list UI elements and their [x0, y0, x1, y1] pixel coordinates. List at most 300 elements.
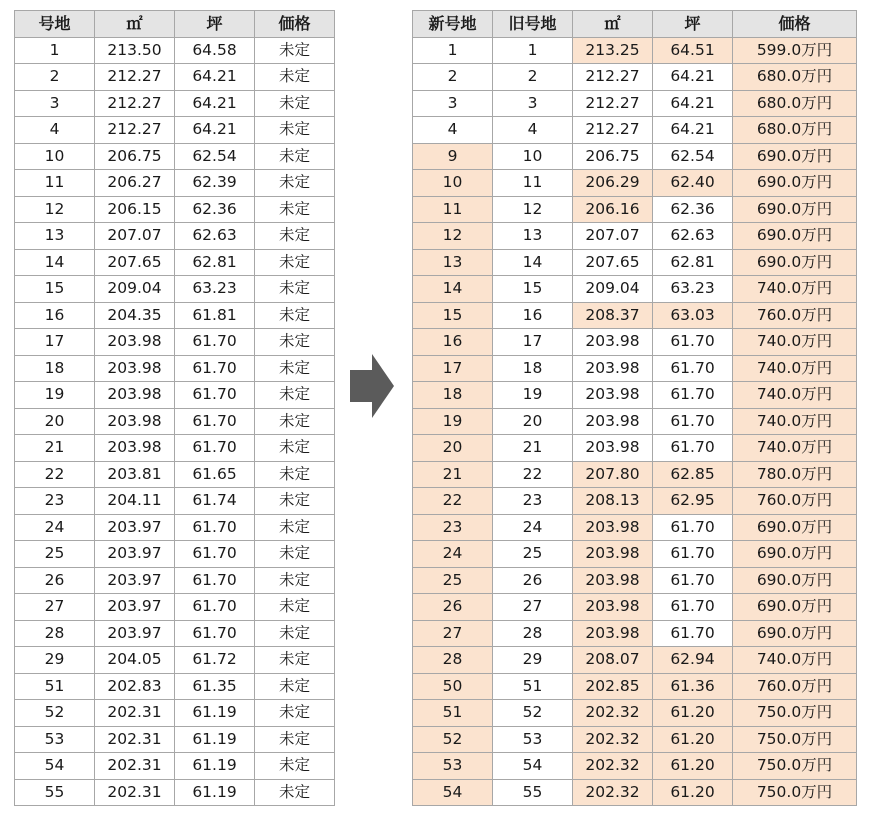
lot-number-cell: 52 [15, 700, 95, 727]
lot-number-cell: 26 [15, 567, 95, 594]
table-row [413, 673, 857, 700]
table-row [15, 276, 335, 303]
table-row [413, 435, 857, 462]
area-sqm-cell: 203.98 [573, 514, 653, 541]
table-row [15, 143, 335, 170]
old-lot-number-cell: 24 [493, 514, 573, 541]
lot-number-cell: 19 [15, 382, 95, 409]
header-area-sqm: ㎡ [573, 11, 653, 38]
price-cell: 740.0万円 [733, 329, 857, 356]
area-tsubo-cell: 62.40 [653, 170, 733, 197]
lot-number-cell: 27 [15, 594, 95, 621]
area-sqm-cell: 207.80 [573, 461, 653, 488]
lot-number-cell: 21 [15, 435, 95, 462]
area-tsubo-cell: 64.21 [175, 90, 255, 117]
new-lot-number-cell: 4 [413, 117, 493, 144]
area-sqm-cell: 209.04 [573, 276, 653, 303]
area-tsubo-cell: 64.21 [175, 117, 255, 144]
area-sqm-cell: 203.98 [95, 408, 175, 435]
area-tsubo-cell: 64.21 [653, 90, 733, 117]
area-tsubo-cell: 61.70 [653, 435, 733, 462]
table-row [413, 753, 857, 780]
area-sqm-cell: 207.65 [573, 249, 653, 276]
old-lot-number-cell: 12 [493, 196, 573, 223]
area-sqm-cell: 206.75 [573, 143, 653, 170]
area-tsubo-cell: 61.70 [653, 408, 733, 435]
price-cell: 未定 [255, 514, 335, 541]
table-row [413, 567, 857, 594]
new-lot-number-cell: 1 [413, 37, 493, 64]
lot-number-cell: 53 [15, 726, 95, 753]
area-sqm-cell: 206.16 [573, 196, 653, 223]
lot-number-cell: 20 [15, 408, 95, 435]
price-cell: 未定 [255, 779, 335, 806]
lot-number-cell: 11 [15, 170, 95, 197]
area-tsubo-cell: 63.23 [653, 276, 733, 303]
old-lot-number-cell: 16 [493, 302, 573, 329]
lot-number-cell: 29 [15, 647, 95, 674]
area-tsubo-cell: 64.21 [175, 64, 255, 91]
area-sqm-cell: 202.32 [573, 753, 653, 780]
area-tsubo-cell: 61.19 [175, 700, 255, 727]
area-sqm-cell: 213.25 [573, 37, 653, 64]
table-row [15, 461, 335, 488]
old-lot-number-cell: 19 [493, 382, 573, 409]
area-sqm-cell: 203.98 [573, 567, 653, 594]
table-row [15, 779, 335, 806]
price-cell: 未定 [255, 408, 335, 435]
lot-number-cell: 55 [15, 779, 95, 806]
table-row [413, 620, 857, 647]
header-area-sqm: ㎡ [95, 11, 175, 38]
table-row [15, 355, 335, 382]
new-lot-number-cell: 25 [413, 567, 493, 594]
price-cell: 未定 [255, 223, 335, 250]
area-sqm-cell: 212.27 [95, 64, 175, 91]
lot-number-cell: 17 [15, 329, 95, 356]
old-lot-number-cell: 3 [493, 90, 573, 117]
lot-number-cell: 2 [15, 64, 95, 91]
header-price: 価格 [255, 11, 335, 38]
area-tsubo-cell: 62.94 [653, 647, 733, 674]
new-lot-number-cell: 16 [413, 329, 493, 356]
area-tsubo-cell: 63.23 [175, 276, 255, 303]
price-cell: 740.0万円 [733, 435, 857, 462]
table-row [413, 647, 857, 674]
price-cell: 740.0万円 [733, 408, 857, 435]
header-price: 価格 [733, 11, 857, 38]
area-tsubo-cell: 64.51 [653, 37, 733, 64]
table-row [15, 408, 335, 435]
area-tsubo-cell: 61.70 [653, 567, 733, 594]
price-cell: 未定 [255, 700, 335, 727]
area-sqm-cell: 202.31 [95, 700, 175, 727]
area-sqm-cell: 208.37 [573, 302, 653, 329]
price-cell: 760.0万円 [733, 302, 857, 329]
table-row [413, 276, 857, 303]
lot-number-cell: 16 [15, 302, 95, 329]
price-cell: 740.0万円 [733, 382, 857, 409]
area-tsubo-cell: 61.70 [653, 329, 733, 356]
price-cell: 未定 [255, 461, 335, 488]
old-lot-number-cell: 4 [493, 117, 573, 144]
new-lot-number-cell: 50 [413, 673, 493, 700]
old-lot-number-cell: 14 [493, 249, 573, 276]
price-cell: 未定 [255, 355, 335, 382]
revised-lot-table-body [413, 37, 857, 806]
area-sqm-cell: 203.98 [95, 382, 175, 409]
price-cell: 未定 [255, 541, 335, 568]
area-sqm-cell: 203.97 [95, 620, 175, 647]
area-tsubo-cell: 61.20 [653, 700, 733, 727]
old-lot-number-cell: 55 [493, 779, 573, 806]
new-lot-number-cell: 3 [413, 90, 493, 117]
table-row [15, 673, 335, 700]
table-row [413, 170, 857, 197]
lot-number-cell: 15 [15, 276, 95, 303]
table-row [15, 435, 335, 462]
area-sqm-cell: 202.32 [573, 700, 653, 727]
table-row [413, 302, 857, 329]
area-tsubo-cell: 61.19 [175, 779, 255, 806]
table-row [15, 37, 335, 64]
old-lot-number-cell: 51 [493, 673, 573, 700]
area-tsubo-cell: 61.70 [175, 567, 255, 594]
new-lot-number-cell: 10 [413, 170, 493, 197]
lot-number-cell: 54 [15, 753, 95, 780]
new-lot-number-cell: 11 [413, 196, 493, 223]
lot-number-cell: 4 [15, 117, 95, 144]
old-lot-number-cell: 29 [493, 647, 573, 674]
area-sqm-cell: 212.27 [573, 90, 653, 117]
lot-number-cell: 23 [15, 488, 95, 515]
area-tsubo-cell: 61.20 [653, 726, 733, 753]
table-row [413, 700, 857, 727]
area-tsubo-cell: 62.81 [653, 249, 733, 276]
table-row [15, 700, 335, 727]
table-row [15, 594, 335, 621]
table-row [413, 594, 857, 621]
table-row [15, 647, 335, 674]
area-tsubo-cell: 63.03 [653, 302, 733, 329]
table-row [15, 64, 335, 91]
price-cell: 未定 [255, 488, 335, 515]
header-row [413, 11, 857, 38]
area-sqm-cell: 204.05 [95, 647, 175, 674]
original-lot-table [14, 10, 335, 806]
new-lot-number-cell: 17 [413, 355, 493, 382]
price-cell: 690.0万円 [733, 143, 857, 170]
old-lot-number-cell: 21 [493, 435, 573, 462]
old-lot-number-cell: 2 [493, 64, 573, 91]
area-sqm-cell: 203.98 [573, 620, 653, 647]
area-tsubo-cell: 61.74 [175, 488, 255, 515]
area-sqm-cell: 207.65 [95, 249, 175, 276]
header-row [15, 11, 335, 38]
area-tsubo-cell: 61.72 [175, 647, 255, 674]
area-sqm-cell: 207.07 [573, 223, 653, 250]
price-cell: 780.0万円 [733, 461, 857, 488]
table-row [15, 329, 335, 356]
price-cell: 未定 [255, 117, 335, 144]
table-row [15, 620, 335, 647]
table-row [15, 726, 335, 753]
price-cell: 690.0万円 [733, 594, 857, 621]
table-row [15, 117, 335, 144]
price-cell: 690.0万円 [733, 249, 857, 276]
new-lot-number-cell: 53 [413, 753, 493, 780]
area-tsubo-cell: 61.70 [175, 355, 255, 382]
price-cell: 740.0万円 [733, 355, 857, 382]
new-lot-number-cell: 54 [413, 779, 493, 806]
old-lot-number-cell: 18 [493, 355, 573, 382]
table-row [15, 753, 335, 780]
table-row [15, 170, 335, 197]
new-lot-number-cell: 13 [413, 249, 493, 276]
area-tsubo-cell: 61.70 [175, 541, 255, 568]
area-tsubo-cell: 61.70 [175, 382, 255, 409]
area-sqm-cell: 203.97 [95, 514, 175, 541]
table-row [413, 90, 857, 117]
area-sqm-cell: 203.98 [573, 594, 653, 621]
table-row [15, 541, 335, 568]
area-sqm-cell: 203.98 [95, 435, 175, 462]
area-tsubo-cell: 62.95 [653, 488, 733, 515]
old-lot-number-cell: 28 [493, 620, 573, 647]
area-tsubo-cell: 61.81 [175, 302, 255, 329]
new-lot-number-cell: 9 [413, 143, 493, 170]
new-lot-number-cell: 12 [413, 223, 493, 250]
price-cell: 690.0万円 [733, 196, 857, 223]
area-tsubo-cell: 61.70 [175, 594, 255, 621]
area-sqm-cell: 208.13 [573, 488, 653, 515]
table-row [413, 779, 857, 806]
lot-number-cell: 12 [15, 196, 95, 223]
old-lot-number-cell: 17 [493, 329, 573, 356]
area-tsubo-cell: 61.70 [653, 514, 733, 541]
area-tsubo-cell: 61.65 [175, 461, 255, 488]
old-lot-number-cell: 23 [493, 488, 573, 515]
old-lot-number-cell: 15 [493, 276, 573, 303]
new-lot-number-cell: 18 [413, 382, 493, 409]
header-old-lot-number: 旧号地 [493, 11, 573, 38]
area-tsubo-cell: 61.70 [653, 620, 733, 647]
area-sqm-cell: 202.85 [573, 673, 653, 700]
table-row [413, 514, 857, 541]
price-cell: 未定 [255, 276, 335, 303]
area-sqm-cell: 202.83 [95, 673, 175, 700]
table-row [413, 249, 857, 276]
price-cell: 680.0万円 [733, 90, 857, 117]
area-sqm-cell: 203.98 [573, 355, 653, 382]
area-sqm-cell: 213.50 [95, 37, 175, 64]
price-cell: 未定 [255, 170, 335, 197]
price-cell: 690.0万円 [733, 567, 857, 594]
old-lot-number-cell: 1 [493, 37, 573, 64]
new-lot-number-cell: 28 [413, 647, 493, 674]
area-tsubo-cell: 62.81 [175, 249, 255, 276]
area-sqm-cell: 206.27 [95, 170, 175, 197]
old-lot-number-cell: 52 [493, 700, 573, 727]
area-tsubo-cell: 61.70 [175, 514, 255, 541]
price-cell: 未定 [255, 64, 335, 91]
new-lot-number-cell: 51 [413, 700, 493, 727]
area-tsubo-cell: 64.21 [653, 64, 733, 91]
table-row [413, 37, 857, 64]
price-cell: 740.0万円 [733, 276, 857, 303]
area-sqm-cell: 203.98 [573, 329, 653, 356]
table-row [413, 64, 857, 91]
area-sqm-cell: 209.04 [95, 276, 175, 303]
new-lot-number-cell: 27 [413, 620, 493, 647]
table-row [15, 382, 335, 409]
price-cell: 未定 [255, 726, 335, 753]
area-sqm-cell: 203.98 [95, 329, 175, 356]
lot-number-cell: 13 [15, 223, 95, 250]
area-sqm-cell: 203.97 [95, 567, 175, 594]
price-cell: 750.0万円 [733, 779, 857, 806]
table-row [413, 488, 857, 515]
area-tsubo-cell: 61.35 [175, 673, 255, 700]
area-sqm-cell: 204.11 [95, 488, 175, 515]
price-cell: 750.0万円 [733, 726, 857, 753]
area-sqm-cell: 202.32 [573, 779, 653, 806]
price-cell: 760.0万円 [733, 488, 857, 515]
price-cell: 未定 [255, 620, 335, 647]
price-cell: 未定 [255, 249, 335, 276]
area-sqm-cell: 212.27 [95, 90, 175, 117]
area-tsubo-cell: 61.70 [653, 541, 733, 568]
new-lot-number-cell: 23 [413, 514, 493, 541]
area-sqm-cell: 203.98 [573, 382, 653, 409]
area-sqm-cell: 202.31 [95, 726, 175, 753]
area-sqm-cell: 203.98 [573, 541, 653, 568]
header-lot-number: 号地 [15, 11, 95, 38]
old-lot-number-cell: 10 [493, 143, 573, 170]
old-lot-number-cell: 20 [493, 408, 573, 435]
area-tsubo-cell: 62.85 [653, 461, 733, 488]
lot-number-cell: 22 [15, 461, 95, 488]
price-cell: 未定 [255, 90, 335, 117]
lot-number-cell: 1 [15, 37, 95, 64]
area-sqm-cell: 206.29 [573, 170, 653, 197]
table-row [15, 514, 335, 541]
price-cell: 未定 [255, 196, 335, 223]
price-cell: 760.0万円 [733, 673, 857, 700]
new-lot-number-cell: 15 [413, 302, 493, 329]
area-tsubo-cell: 61.70 [175, 408, 255, 435]
table-row [15, 302, 335, 329]
area-sqm-cell: 204.35 [95, 302, 175, 329]
header-new-lot-number: 新号地 [413, 11, 493, 38]
area-tsubo-cell: 61.70 [653, 382, 733, 409]
lot-number-cell: 25 [15, 541, 95, 568]
price-cell: 未定 [255, 329, 335, 356]
area-tsubo-cell: 61.20 [653, 753, 733, 780]
header-area-tsubo: 坪 [175, 11, 255, 38]
new-lot-number-cell: 52 [413, 726, 493, 753]
price-cell: 未定 [255, 594, 335, 621]
area-sqm-cell: 203.98 [573, 435, 653, 462]
old-lot-number-cell: 11 [493, 170, 573, 197]
lot-number-cell: 3 [15, 90, 95, 117]
lot-number-cell: 28 [15, 620, 95, 647]
area-sqm-cell: 212.27 [573, 64, 653, 91]
area-sqm-cell: 206.15 [95, 196, 175, 223]
price-cell: 未定 [255, 647, 335, 674]
price-cell: 690.0万円 [733, 170, 857, 197]
area-tsubo-cell: 61.20 [653, 779, 733, 806]
area-tsubo-cell: 64.21 [653, 117, 733, 144]
price-cell: 750.0万円 [733, 700, 857, 727]
area-tsubo-cell: 62.36 [653, 196, 733, 223]
area-sqm-cell: 212.27 [95, 117, 175, 144]
new-lot-number-cell: 26 [413, 594, 493, 621]
area-tsubo-cell: 61.70 [175, 620, 255, 647]
area-sqm-cell: 203.98 [95, 355, 175, 382]
price-cell: 未定 [255, 673, 335, 700]
area-tsubo-cell: 61.19 [175, 753, 255, 780]
area-sqm-cell: 206.75 [95, 143, 175, 170]
area-sqm-cell: 212.27 [573, 117, 653, 144]
price-cell: 599.0万円 [733, 37, 857, 64]
price-cell: 690.0万円 [733, 541, 857, 568]
area-tsubo-cell: 61.70 [653, 594, 733, 621]
table-row [413, 117, 857, 144]
price-cell: 未定 [255, 567, 335, 594]
area-sqm-cell: 203.98 [573, 408, 653, 435]
price-cell: 690.0万円 [733, 223, 857, 250]
price-cell: 未定 [255, 382, 335, 409]
area-tsubo-cell: 61.19 [175, 726, 255, 753]
area-tsubo-cell: 64.58 [175, 37, 255, 64]
price-cell: 未定 [255, 753, 335, 780]
table-row [413, 408, 857, 435]
table-row [413, 223, 857, 250]
table-row [15, 567, 335, 594]
area-sqm-cell: 202.31 [95, 779, 175, 806]
table-row [15, 90, 335, 117]
new-lot-number-cell: 24 [413, 541, 493, 568]
lot-number-cell: 14 [15, 249, 95, 276]
table-row [413, 541, 857, 568]
price-cell: 750.0万円 [733, 753, 857, 780]
new-lot-number-cell: 20 [413, 435, 493, 462]
area-tsubo-cell: 62.63 [175, 223, 255, 250]
area-sqm-cell: 207.07 [95, 223, 175, 250]
old-lot-number-cell: 13 [493, 223, 573, 250]
area-tsubo-cell: 61.70 [175, 329, 255, 356]
area-tsubo-cell: 61.70 [653, 355, 733, 382]
lot-number-cell: 51 [15, 673, 95, 700]
old-lot-number-cell: 22 [493, 461, 573, 488]
arrow-right-icon [348, 352, 396, 420]
area-sqm-cell: 202.31 [95, 753, 175, 780]
table-row [15, 223, 335, 250]
table-row [413, 726, 857, 753]
revised-lot-table [412, 10, 857, 806]
area-tsubo-cell: 62.54 [175, 143, 255, 170]
table-row [413, 329, 857, 356]
area-sqm-cell: 208.07 [573, 647, 653, 674]
lot-number-cell: 24 [15, 514, 95, 541]
new-lot-number-cell: 22 [413, 488, 493, 515]
price-cell: 未定 [255, 302, 335, 329]
area-sqm-cell: 203.81 [95, 461, 175, 488]
lot-number-cell: 10 [15, 143, 95, 170]
arrow-shape [350, 354, 394, 418]
lot-number-cell: 18 [15, 355, 95, 382]
